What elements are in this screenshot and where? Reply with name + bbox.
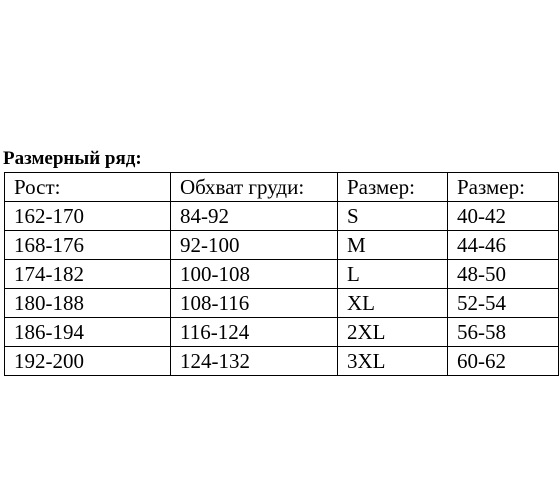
header-height: Рост: [5,173,171,202]
size-letter-cell: L [338,260,448,289]
table-row [5,202,559,231]
size-number-cell: 44-46 [448,231,559,260]
table-row [5,289,559,318]
height-cell: 174-182 [5,260,171,289]
table-row [5,318,559,347]
size-number-cell: 40-42 [448,202,559,231]
size-letter-cell: 2XL [338,318,448,347]
size-letter-cell: M [338,231,448,260]
chest-cell: 100-108 [171,260,338,289]
chest-cell: 124-132 [171,347,338,376]
height-cell: 192-200 [5,347,171,376]
table-row [5,347,559,376]
table-row [5,260,559,289]
size-number-cell: 60-62 [448,347,559,376]
chest-cell: 92-100 [171,231,338,260]
height-cell: 168-176 [5,231,171,260]
size-letter-cell: XL [338,289,448,318]
page-title: Размерный ряд: [3,148,142,169]
header-size-letter: Размер: [338,173,448,202]
chest-cell: 108-116 [171,289,338,318]
header-size-number: Размер: [448,173,559,202]
size-number-cell: 48-50 [448,260,559,289]
chest-cell: 84-92 [171,202,338,231]
size-number-cell: 52-54 [448,289,559,318]
height-cell: 162-170 [5,202,171,231]
chest-cell: 116-124 [171,318,338,347]
header-chest-girth: Обхват груди: [171,173,338,202]
size-letter-cell: S [338,202,448,231]
height-cell: 180-188 [5,289,171,318]
height-cell: 186-194 [5,318,171,347]
table-header-row [5,173,559,202]
table-row [5,231,559,260]
size-letter-cell: 3XL [338,347,448,376]
size-number-cell: 56-58 [448,318,559,347]
size-table [4,172,559,376]
